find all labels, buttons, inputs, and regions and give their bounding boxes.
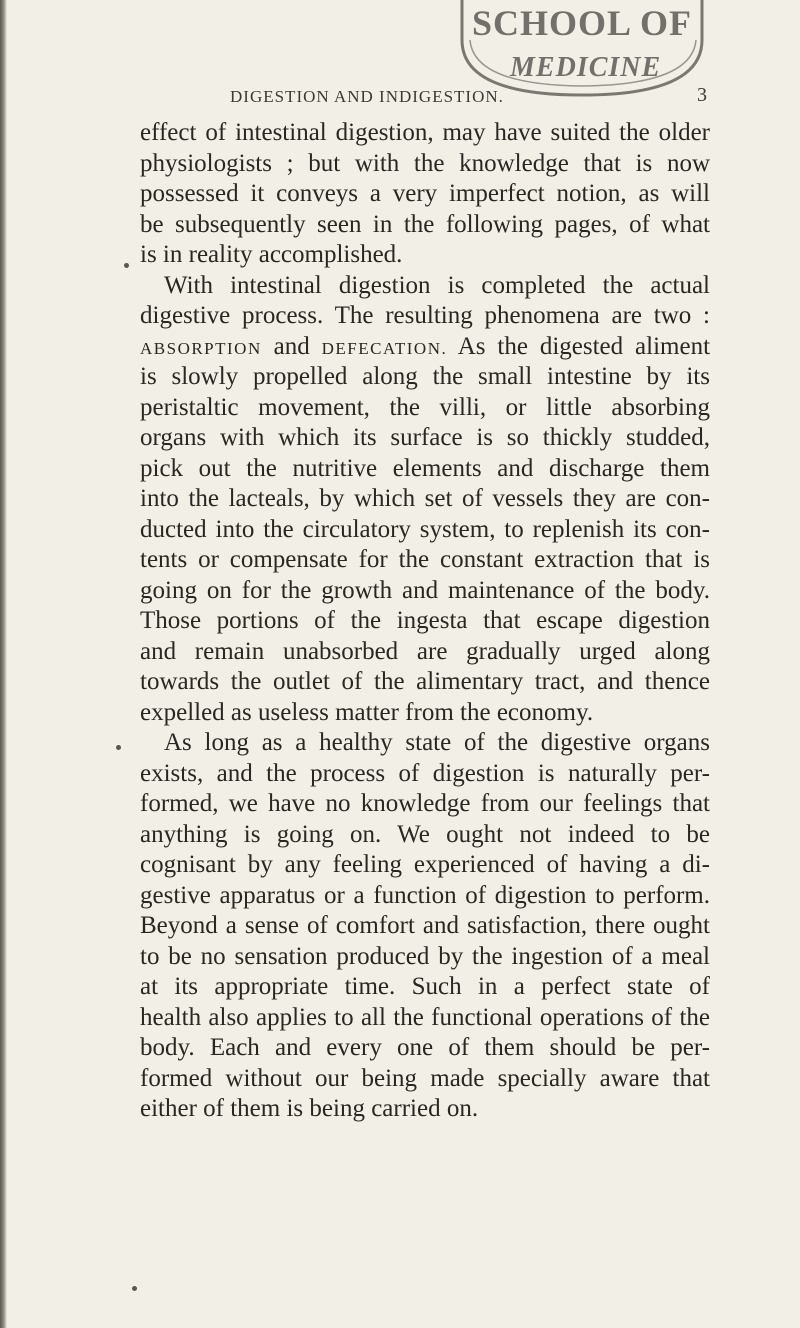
- running-head: DIGESTION AND INDIGESTION.: [230, 87, 504, 106]
- small-caps-and: and: [273, 332, 310, 360]
- text-line: expelled as useless matter from the economy.: [140, 698, 594, 726]
- text-line: exists, and the process of digestion is naturally per-: [140, 759, 710, 787]
- text-line: to be no sensation produced by the ingestion of a meal: [140, 942, 710, 970]
- stamp-text-top: SCHOOL OF: [471, 3, 693, 43]
- paragraph: [140, 728, 710, 1125]
- text-line: pick out the nutritive elements and discharge them: [140, 454, 710, 482]
- text-line: gestive apparatus or a function of digestion to perform.: [140, 881, 710, 909]
- page-binding-edge: [0, 0, 7, 1328]
- paragraph: [140, 271, 710, 729]
- text-line: into the lacteals, by which set of vessels they are con-: [140, 485, 710, 512]
- text-line: As long as a healthy state of the digestive organs: [164, 729, 710, 756]
- text-line: going on for the growth and maintenance of the body.: [140, 576, 710, 604]
- text-line: With intestinal digestion is completed the actual: [164, 271, 710, 299]
- small-caps-absorption: ABSORPTION: [140, 338, 262, 358]
- text-line: digestive process. The resulting phenomena are two :: [140, 302, 710, 329]
- text-line: formed without our being made specially aware that: [140, 1064, 710, 1092]
- text-line: at its appropriate time. Such in a perfect state of: [140, 973, 710, 1000]
- text-line: be subsequently seen in the following pages, of what: [140, 210, 710, 238]
- small-caps-rest: As the digested aliment: [457, 332, 711, 360]
- text-line: cognisant by any feeling experienced of having a di-: [140, 851, 710, 878]
- text-line: anything is going on. We ought not indeed to be: [140, 820, 710, 848]
- text-line: Beyond a sense of comfort and satisfaction, there ought: [140, 912, 710, 939]
- text-line: formed, we have no knowledge from our feelings that: [140, 790, 710, 817]
- paragraph: [140, 118, 710, 271]
- stamp-text-bottom: MEDICINE: [510, 52, 662, 83]
- text-line: possessed it conveys a very imperfect notion, as will: [140, 180, 710, 207]
- text-line: health also applies to all the functional operations of the: [140, 1003, 710, 1031]
- margin-speck: [124, 263, 129, 268]
- text-line: ducted into the circulatory system, to replenish its con-: [140, 515, 710, 543]
- text-line: physiologists ; but with the knowledge that is now: [140, 149, 710, 177]
- text-line: peristaltic movement, the villi, or little absorbing: [140, 393, 710, 421]
- small-caps-defecation: DEFECATION.: [321, 338, 448, 358]
- text-line: is in reality accomplished.: [140, 241, 403, 268]
- text-line: effect of intestinal digestion, may have suited the older: [140, 119, 710, 146]
- margin-speck: [116, 745, 121, 750]
- small-caps-line: [140, 332, 710, 363]
- body-text: [140, 118, 710, 1125]
- text-line: is slowly propelled along the small intestine by its: [140, 363, 710, 390]
- page-number: 3: [697, 84, 707, 106]
- margin-speck: [132, 1286, 137, 1291]
- text-line: towards the outlet of the alimentary tract, and thence: [140, 668, 710, 695]
- text-line: organs with which its surface is so thickly studded,: [140, 424, 710, 451]
- text-line: either of them is being carried on.: [140, 1095, 479, 1122]
- text-line: and remain unabsorbed are gradually urged along: [140, 637, 710, 665]
- text-line: Those portions of the ingesta that escape digestion: [140, 607, 710, 634]
- text-line: body. Each and every one of them should be per-: [140, 1034, 710, 1061]
- text-line: tents or compensate for the constant extraction that is: [140, 546, 710, 573]
